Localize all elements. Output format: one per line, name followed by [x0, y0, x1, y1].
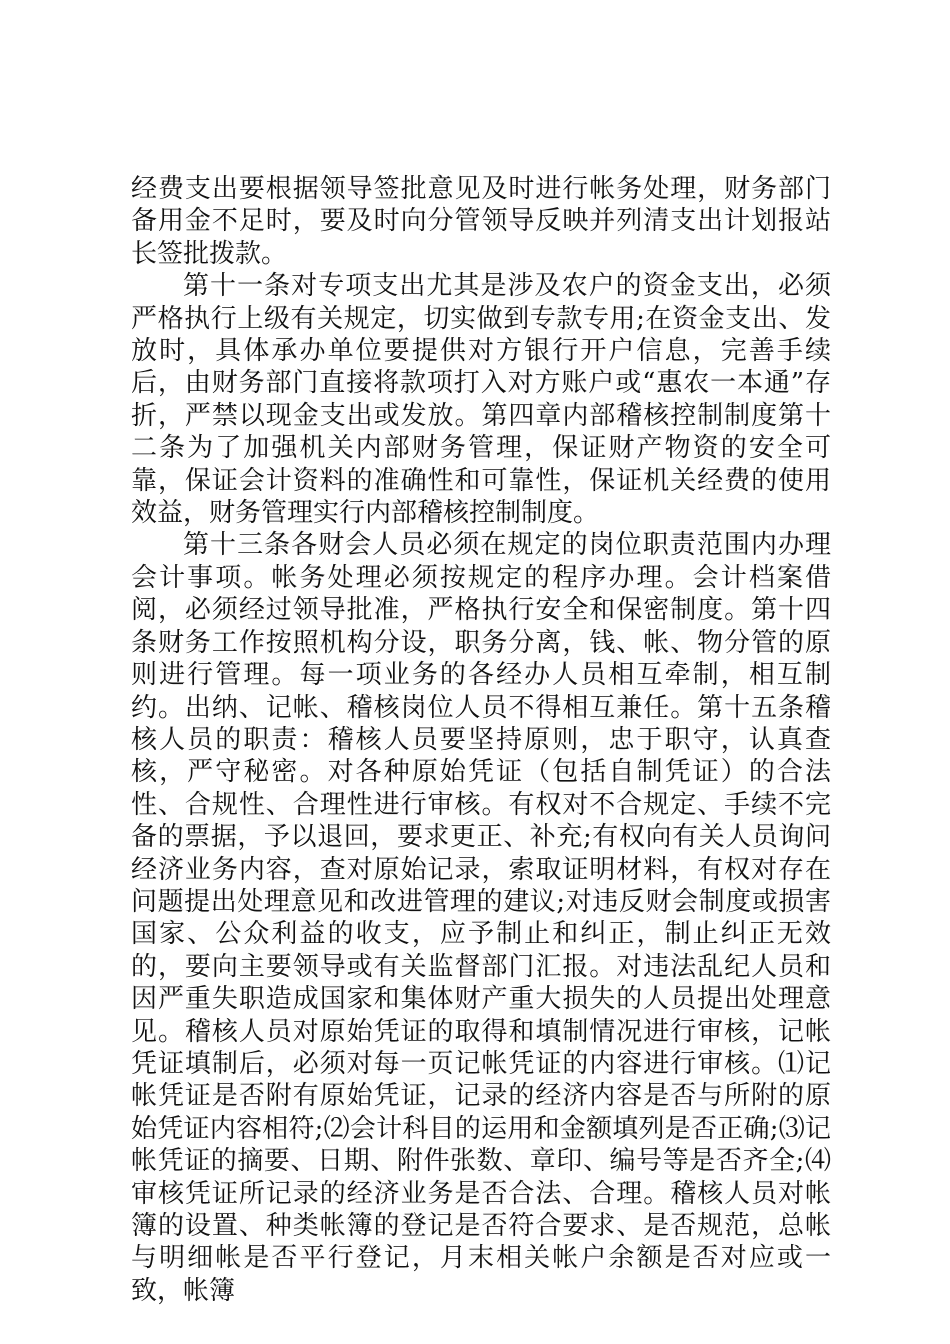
paragraph-article-13: 第十三条各财会人员必须在规定的岗位职责范围内办理会计事项。帐务处理必须按规定的程序办理。会计档案借阅，必须经过领导批准，严格执行安全和保密制度。第十四条财务工作按照机构分设，职务分离，钱、帐、物分管的原则进行管理。每一项业务的各经办人员相互牵制，相互制约。出纳、记帐、稽核岗位人员不得相互兼任。第十五条稽核人员的职责：稽核人员要坚持原则，忠于职守，认真查核，严守秘密。对各种原始凭证（包括自制凭证）的合法性、合规性、合理性进行审核。有权对不合规定、手续不完备的票据，予以退回，要求更正、补充;有权向有关人员询问经济业务内容，查对原始记录，索取证明材料，有权对存在问题提出处理意见和改进管理的建议;对违反财会制度或损害国家、公众利益的收支，应予制止和纠正，制止纠正无效的，要向主要领导或有关监督部门汇报。对违法乱纪人员和因严重失职造成国家和集体财产重大损失的人员提出处理意见。稽核人员对原始凭证的取得和填制情况进行审核，记帐凭证填制后，必须对每一页记帐凭证的内容进行审核。⑴记帐凭证是否附有原始凭证，记录的经济内容是否与所附的原始凭证内容相符;⑵会计科目的运用和金额填列是否正确;⑶记帐凭证的摘要、日期、附件张数、章印、编号等是否齐全;⑷审核凭证所记录的经济业务是否合法、合理。稽核人员对帐簿的设置、种类帐簿的登记是否符合要求、是否规范，总帐与明细帐是否平行登记，月末相关帐户余额是否对应或一致，帐簿	[131, 530, 831, 1306]
document-body	[131, 173, 831, 1307]
paragraph-continuation: 经费支出要根据领导签批意见及时进行帐务处理，财务部门备用金不足时，要及时向分管领导反映并列清支出计划报站长签批拨款。	[131, 174, 831, 269]
paragraph-article-11: 第十一条对专项支出尤其是涉及农户的资金支出，必须严格执行上级有关规定，切实做到专款专用;在资金支出、发放时，具体承办单位要提供对方银行开户信息，完善手续后，由财务部门直接将款项打入对方账户或“惠农一本通”存折，严禁以现金支出或发放。第四章内部稽核控制制度第十二条为了加强机关内部财务管理，保证财产物资的安全可靠，保证会计资料的准确性和可靠性，保证机关经费的使用效益，财务管理实行内部稽核控制制度。	[131, 271, 831, 529]
